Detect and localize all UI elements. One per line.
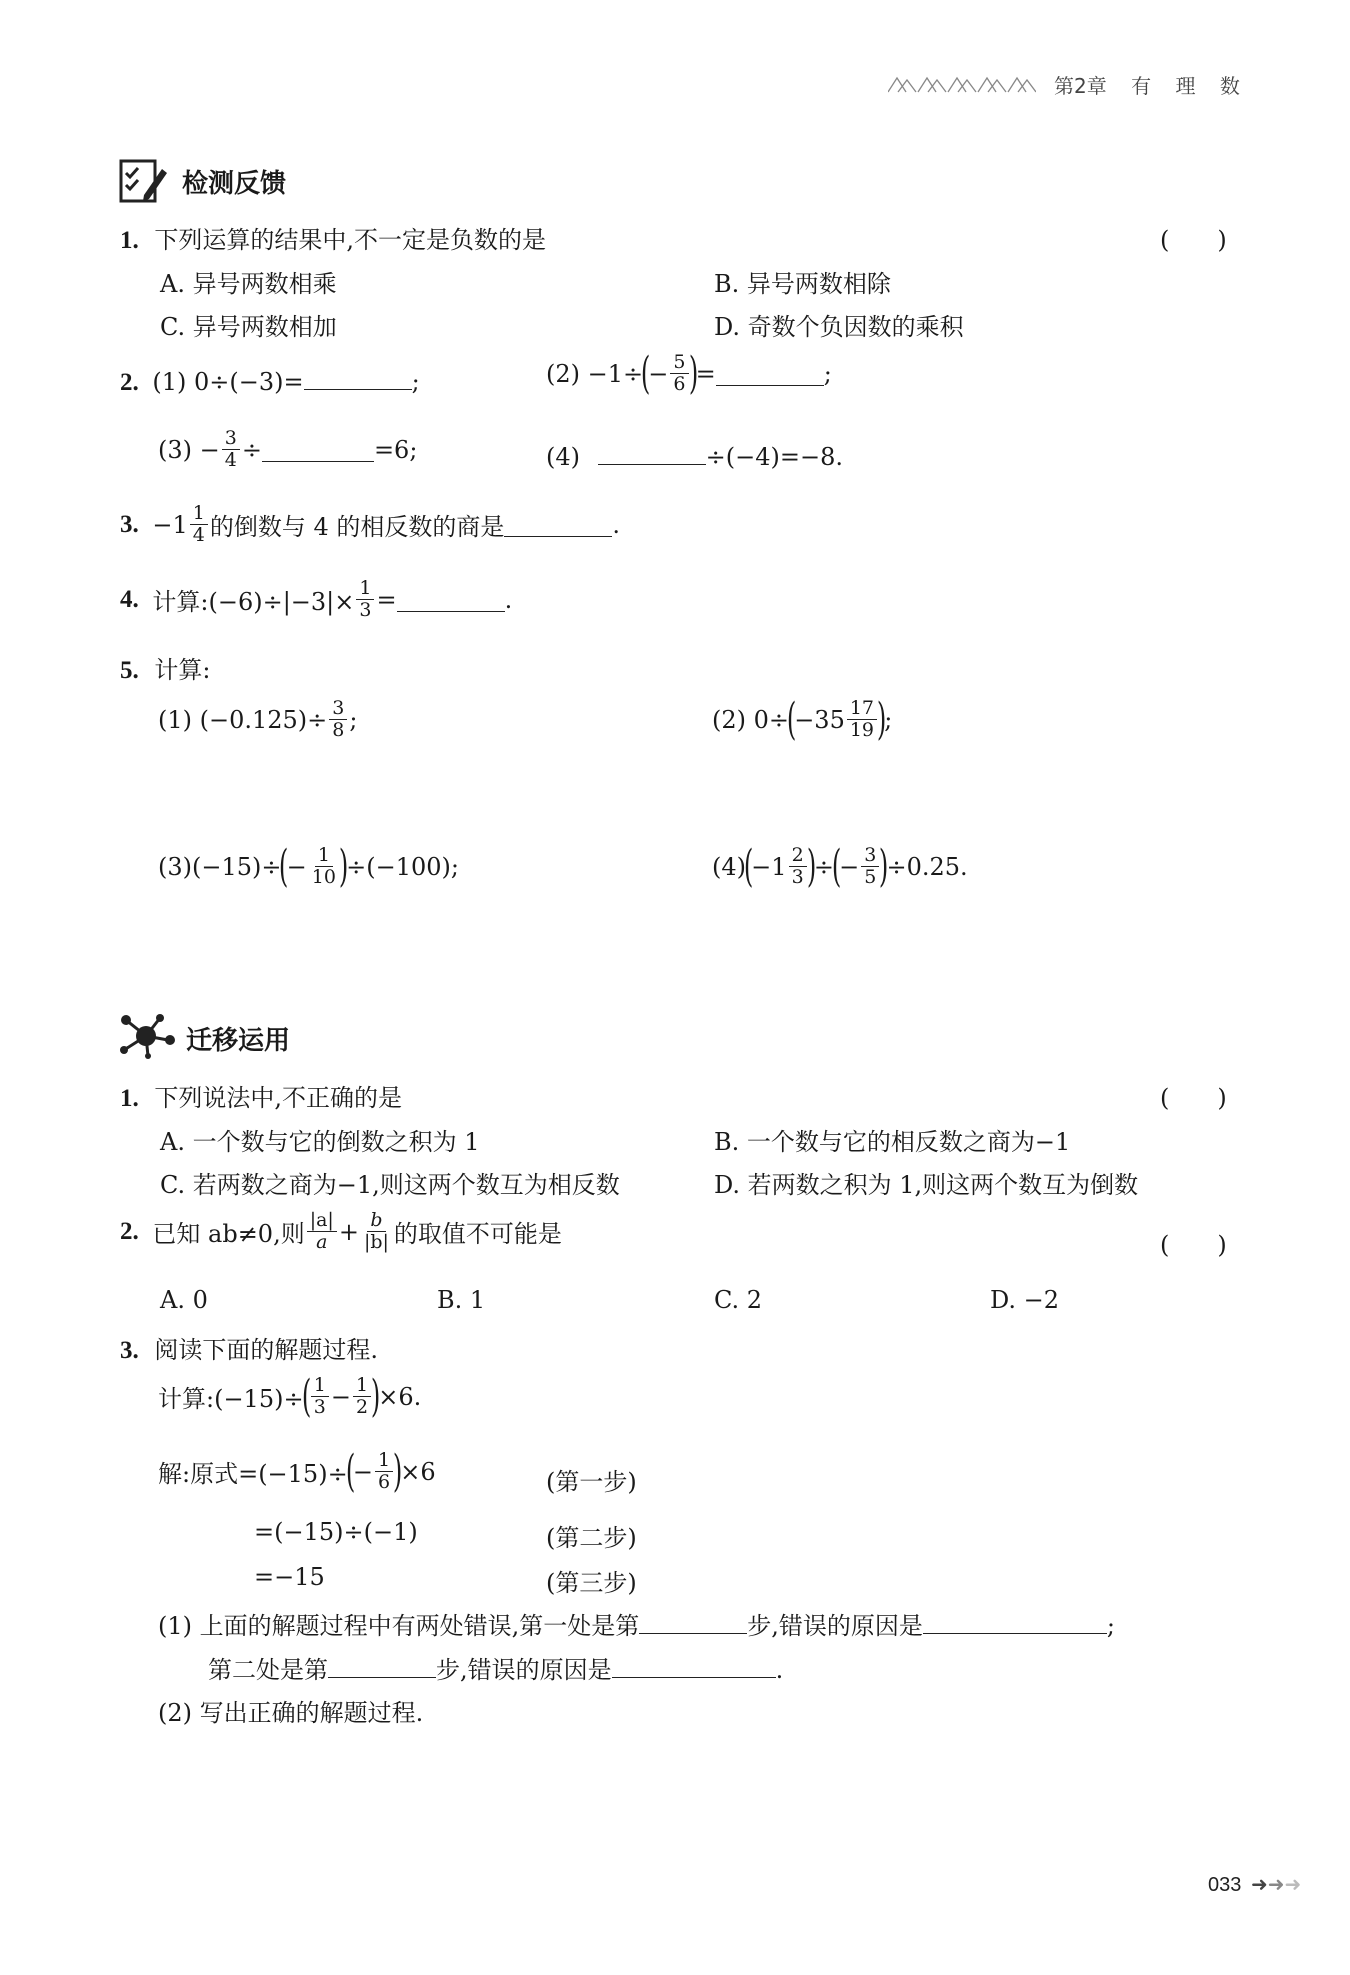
- question-text: 的取值不可能是: [393, 1220, 562, 1248]
- question-text: 阅读下面的解题过程.: [154, 1336, 379, 1364]
- calculation-line: [158, 1370, 422, 1422]
- denominator: 6: [673, 373, 686, 395]
- minus-sign: −: [648, 359, 669, 388]
- close-paren: ): [688, 347, 698, 399]
- question-5-part-1: [158, 698, 357, 741]
- close-paren: ): [876, 693, 887, 745]
- answer-paren: ( ): [1160, 1084, 1227, 1112]
- fraction: [789, 845, 807, 888]
- expression-text: (2) 0÷: [712, 705, 790, 734]
- denominator: 19: [849, 719, 875, 741]
- choice-b: B. 1: [437, 1286, 486, 1314]
- choice-c: C. 若两数之商为−1,则这两个数互为相反数: [160, 1171, 620, 1199]
- choice-d: D. −2: [990, 1286, 1060, 1314]
- question-2-part-2: [546, 347, 832, 399]
- chapter-title-char: 有: [1131, 74, 1152, 98]
- expression-text: 计算:(−15)÷: [158, 1385, 304, 1413]
- solution-line-3: =−15: [254, 1563, 325, 1591]
- chapter-label: [1054, 70, 1240, 99]
- arrow-right-icon: ➜: [1250, 1874, 1268, 1896]
- question-5-part-3: [158, 840, 459, 892]
- answer-blank[interactable]: [612, 1653, 776, 1678]
- numerator: b: [367, 1210, 385, 1232]
- fraction: [307, 1210, 337, 1253]
- expression-text: (4): [712, 852, 746, 881]
- subquestion-1-continued: [208, 1650, 783, 1685]
- choice-a: A. 0: [160, 1286, 208, 1314]
- question-1: [120, 1078, 402, 1113]
- choice-d: D. 奇数个负因数的乘积: [714, 313, 964, 341]
- answer-paren: ( ): [1160, 1231, 1227, 1259]
- numerator: 1: [315, 845, 333, 867]
- answer-paren: ( ): [1160, 226, 1227, 254]
- answer-blank[interactable]: [504, 512, 612, 537]
- answer-blank[interactable]: [639, 1609, 747, 1634]
- question-text: 下列说法中,不正确的是: [154, 1084, 403, 1112]
- denominator: a: [316, 1231, 328, 1253]
- numerator: |a|: [307, 1210, 337, 1232]
- choice-b: B. 一个数与它的相反数之商为−1: [714, 1128, 1071, 1156]
- numerator: 1: [190, 503, 208, 525]
- page-number: [1208, 1872, 1301, 1897]
- mixed-number-whole: −35: [794, 705, 845, 734]
- open-paren: (: [743, 840, 754, 892]
- question-number: 2.: [120, 1217, 139, 1245]
- step-label: (第一步): [546, 1468, 637, 1496]
- close-paren: ): [338, 840, 349, 892]
- checklist-icon: [118, 155, 168, 211]
- expression-text: ;: [884, 705, 893, 734]
- chapter-number: 第2章: [1054, 74, 1107, 98]
- question-text: 步,错误的原因是: [747, 1612, 923, 1640]
- solution-line-1: [158, 1445, 436, 1497]
- question-number: 5.: [120, 657, 139, 684]
- expression-text: =6;: [373, 435, 418, 464]
- chapter-title-char: 数: [1219, 74, 1240, 98]
- question-text: 已知 ab≠0,则: [152, 1220, 305, 1248]
- fraction: [311, 1375, 329, 1418]
- close-paren: ): [879, 840, 889, 892]
- expression-text: ;: [349, 705, 358, 734]
- expression-text: ÷(−4)=−8.: [705, 443, 843, 471]
- numerator: 17: [847, 698, 877, 720]
- question-text: 下列运算的结果中,不一定是负数的是: [154, 226, 547, 254]
- header-mountain-ornament: [888, 72, 1036, 100]
- chapter-title-char: 理: [1175, 74, 1196, 98]
- minus-sign: −: [286, 852, 307, 881]
- denominator: 3: [791, 866, 804, 888]
- expression-text: 解:原式=(−15)÷: [158, 1460, 348, 1488]
- expression-text: (1) (−0.125)÷: [158, 705, 328, 734]
- question-2-part-3: [158, 428, 417, 471]
- answer-blank[interactable]: [328, 1653, 436, 1678]
- question-2: [120, 1210, 562, 1253]
- minus-sign: −: [352, 1457, 373, 1486]
- section-title-feedback: 检测反馈: [182, 169, 287, 199]
- question-5: [120, 650, 210, 685]
- question-text: (1) 上面的解题过程中有两处错误,第一处是第: [158, 1612, 640, 1640]
- denominator: 3: [359, 599, 372, 621]
- question-text: 步,错误的原因是: [436, 1656, 612, 1684]
- answer-blank[interactable]: [304, 365, 412, 390]
- divide-sign: ÷: [813, 852, 834, 881]
- open-paren: (: [831, 840, 842, 892]
- question-number: 1.: [120, 1085, 139, 1112]
- open-paren: (: [279, 840, 289, 892]
- numerator: 2: [789, 845, 807, 867]
- fraction: [353, 1375, 371, 1418]
- fraction: [361, 1210, 392, 1253]
- question-1: [120, 220, 546, 255]
- open-paren: (: [345, 1445, 355, 1497]
- fraction: [670, 352, 688, 395]
- fraction: [329, 698, 347, 741]
- numerator: 1: [311, 1375, 329, 1397]
- subquestion-2: (2) 写出正确的解题过程.: [158, 1699, 424, 1727]
- expression-text: ÷(−100);: [346, 852, 459, 881]
- open-paren: (: [301, 1370, 311, 1422]
- page-number-text: 033: [1208, 1874, 1242, 1896]
- section-title-application: 迁移运用: [186, 1026, 291, 1056]
- answer-blank[interactable]: [262, 437, 374, 462]
- step-label: (第三步): [546, 1569, 637, 1597]
- numerator: 3: [861, 845, 879, 867]
- solution-line-2: =(−15)÷(−1): [254, 1518, 418, 1546]
- step-label: (第二步): [546, 1524, 637, 1552]
- choice-c: C. 异号两数相加: [160, 313, 337, 341]
- fraction: [861, 845, 879, 888]
- fraction: [222, 428, 240, 471]
- plus-sign: +: [338, 1217, 359, 1246]
- question-number: 3.: [120, 510, 139, 538]
- expression-text: (3) −: [158, 435, 220, 464]
- choice-c: C. 2: [714, 1286, 763, 1314]
- numerator: 1: [353, 1375, 371, 1397]
- denominator: 6: [377, 1471, 391, 1493]
- expression-text: ×6: [400, 1457, 436, 1486]
- question-2-part-4: [546, 440, 843, 471]
- expression-text: ;: [1106, 1612, 1115, 1640]
- minus-sign: −: [330, 1382, 351, 1411]
- answer-blank[interactable]: [598, 440, 706, 465]
- question-text: 计算:(−6)÷|−3|×: [152, 588, 355, 616]
- question-4: [120, 578, 512, 621]
- expression-text: ;: [411, 368, 420, 396]
- expression-text: .: [504, 585, 513, 614]
- molecule-icon: [116, 1010, 176, 1066]
- close-paren: ): [806, 840, 816, 892]
- divide-sign: ÷: [241, 435, 262, 464]
- arrow-right-icon: ➜: [1284, 1874, 1302, 1896]
- minus-sign: −: [839, 852, 860, 881]
- fraction: [309, 845, 339, 888]
- question-3: [120, 503, 620, 546]
- denominator: 4: [192, 524, 205, 546]
- question-5-part-4: [712, 840, 968, 892]
- answer-blank[interactable]: [397, 587, 505, 612]
- mixed-number-whole: −1: [152, 510, 188, 539]
- question-number: 2.: [120, 369, 139, 396]
- question-text: 第二处是第: [208, 1656, 328, 1684]
- choice-a: A. 异号两数相乘: [160, 270, 337, 298]
- question-number: 1.: [120, 227, 139, 254]
- answer-blank[interactable]: [923, 1609, 1107, 1634]
- fraction: [190, 503, 208, 546]
- equals-sign: =: [695, 359, 716, 388]
- arrow-right-icon: ➜: [1267, 1874, 1285, 1896]
- subquestion-1: [158, 1606, 1115, 1641]
- denominator: 5: [864, 866, 877, 888]
- denominator: 3: [313, 1396, 326, 1418]
- denominator: 4: [224, 449, 237, 471]
- expression-text: ;: [823, 359, 832, 388]
- answer-blank[interactable]: [716, 361, 824, 386]
- mixed-number-whole: −1: [751, 852, 787, 881]
- close-paren: ): [392, 1445, 403, 1497]
- numerator: 3: [222, 428, 240, 450]
- expression-text: .: [775, 1656, 784, 1684]
- choice-d: D. 若两数之积为 1,则这两个数互为倒数: [714, 1171, 1139, 1199]
- expression-text: (1) 0÷(−3)=: [152, 368, 304, 396]
- open-paren: (: [640, 347, 651, 399]
- numerator: 5: [670, 352, 688, 374]
- expression-text: (3)(−15)÷: [158, 852, 282, 881]
- numerator: 1: [356, 578, 374, 600]
- close-paren: ): [370, 1370, 381, 1422]
- numerator: 3: [329, 698, 347, 720]
- expression-text: ÷0.25.: [886, 852, 968, 881]
- question-number: 3.: [120, 1337, 139, 1364]
- denominator: |b|: [363, 1231, 389, 1253]
- denominator: 10: [311, 866, 336, 888]
- fraction: [356, 578, 374, 621]
- expression-text: ×6.: [378, 1382, 422, 1411]
- question-text: 的倒数与 4 的相反数的商是: [209, 513, 505, 541]
- equals-sign: =: [376, 585, 397, 614]
- open-paren: (: [786, 693, 797, 745]
- expression-text: (2) −1÷: [546, 359, 644, 388]
- denominator: 8: [332, 719, 345, 741]
- choice-b: B. 异号两数相除: [714, 270, 891, 298]
- question-5-part-2: [712, 693, 893, 745]
- question-2-part-1: [120, 365, 420, 398]
- choice-a: A. 一个数与它的倒数之积为 1: [160, 1128, 480, 1156]
- question-3: [120, 1330, 378, 1365]
- fraction: [375, 1450, 393, 1493]
- numerator: 1: [375, 1450, 393, 1472]
- expression-text: .: [612, 510, 621, 539]
- fraction: [847, 698, 877, 741]
- expression-text: (4): [546, 443, 580, 471]
- question-number: 4.: [120, 585, 139, 613]
- denominator: 2: [355, 1396, 369, 1418]
- question-text: 计算:: [154, 656, 211, 684]
